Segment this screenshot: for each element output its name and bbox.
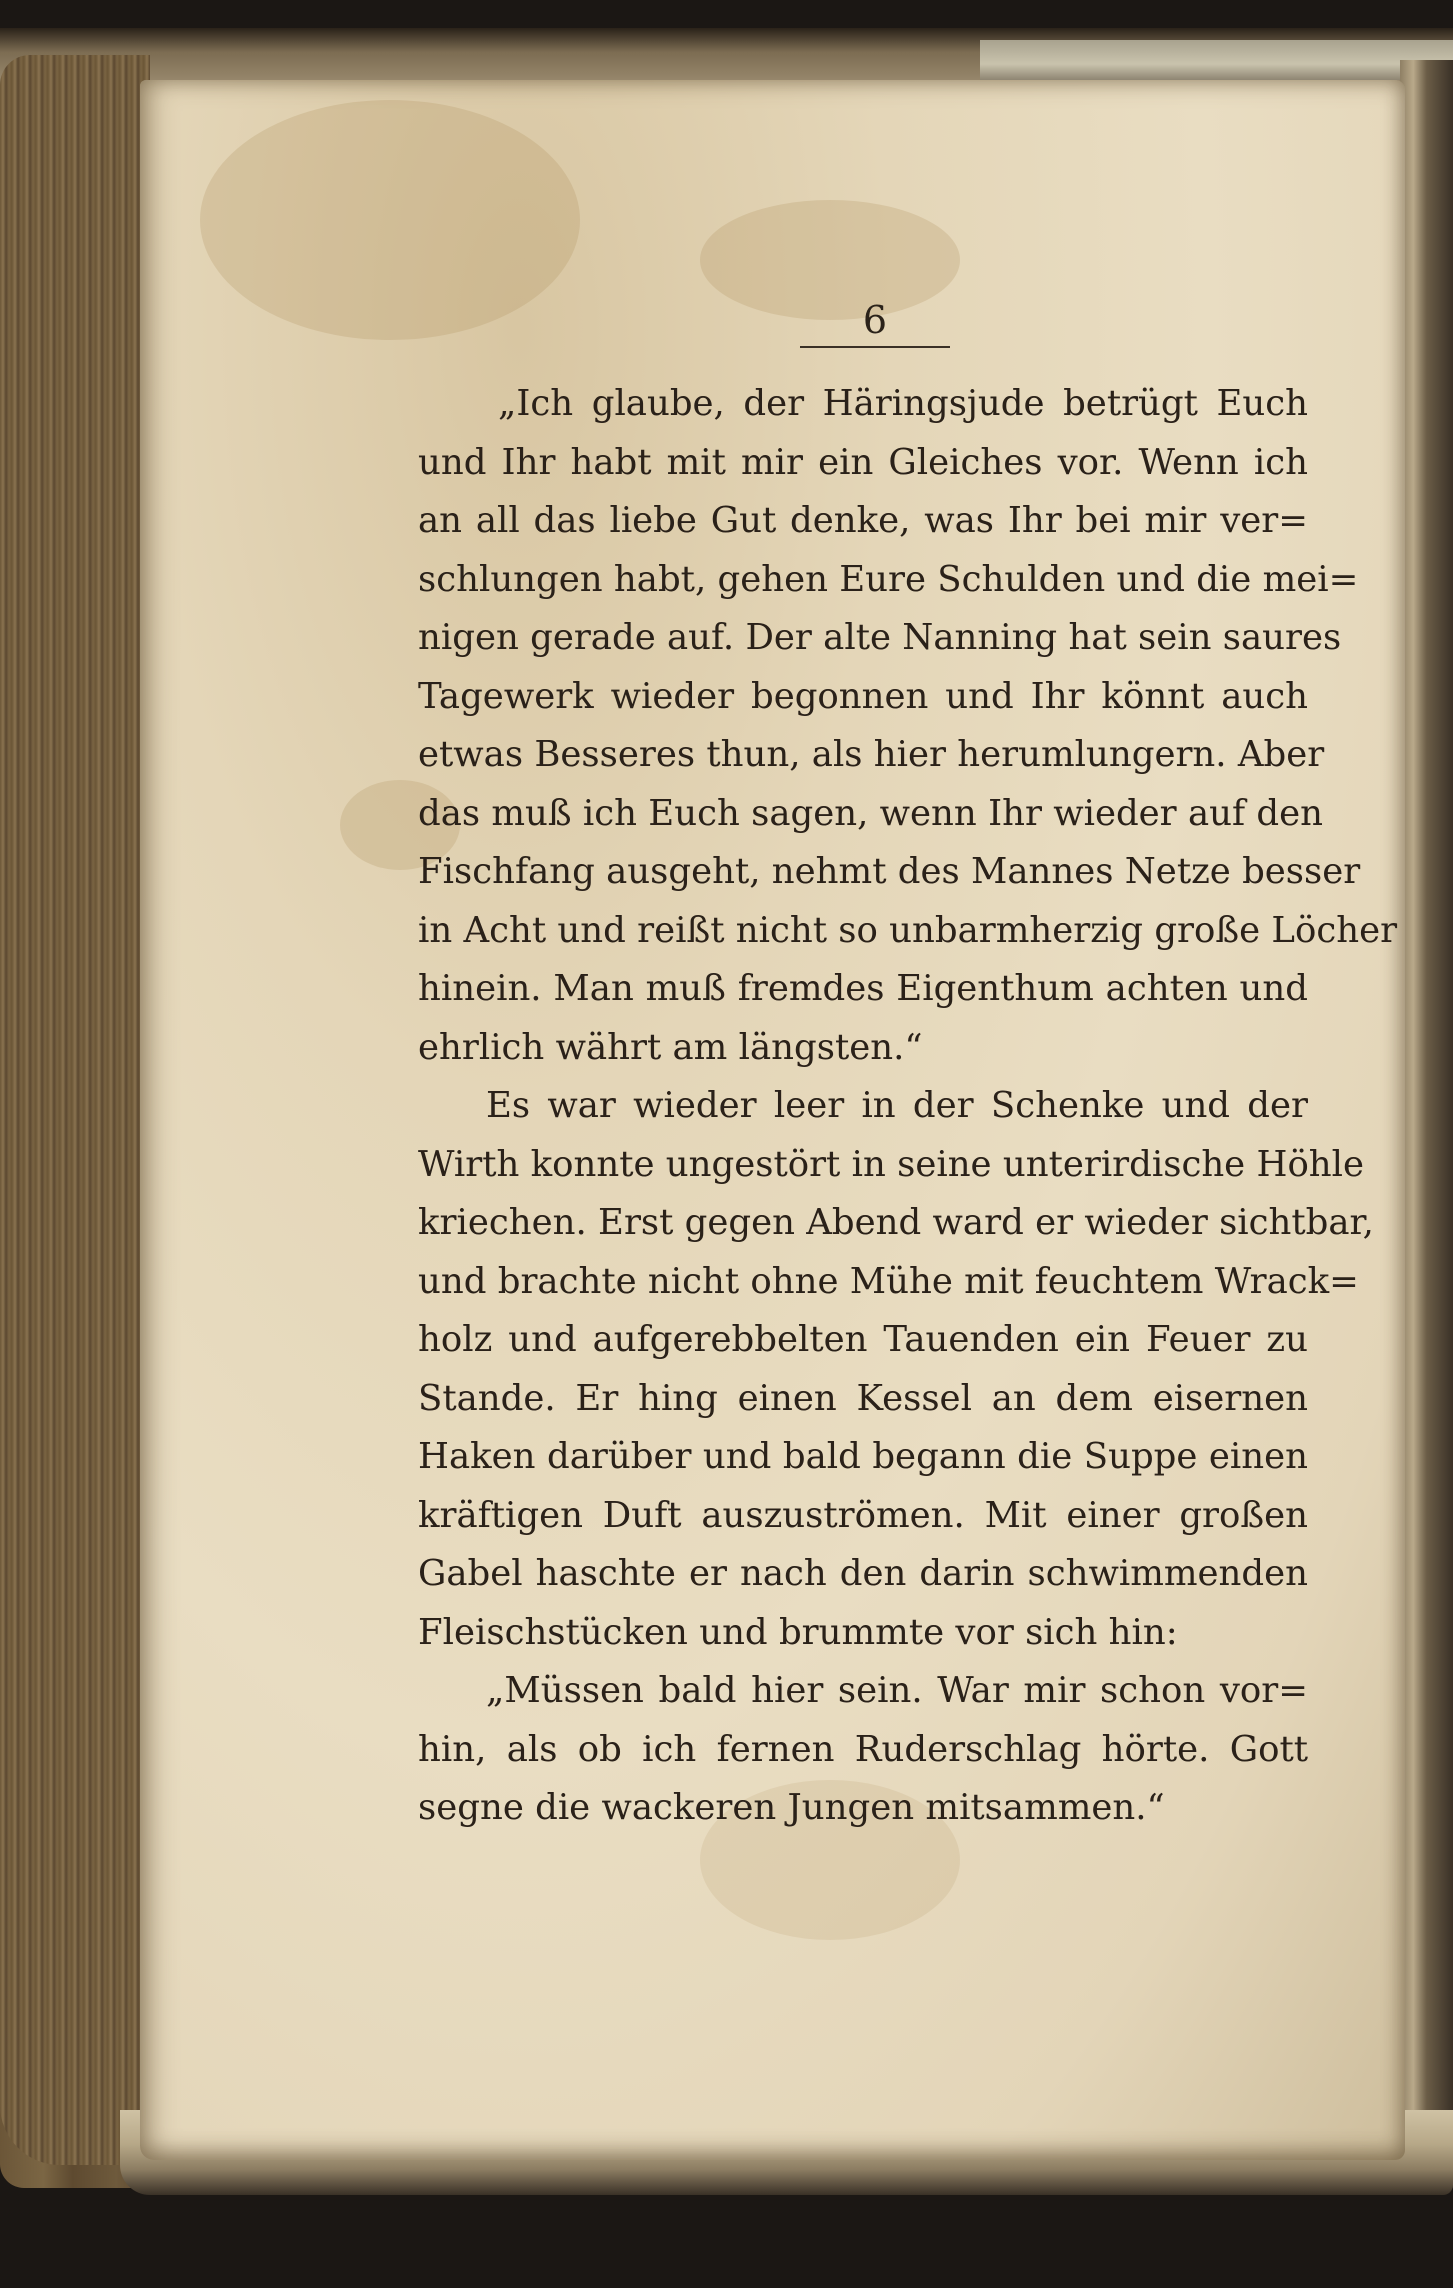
text-line: „Ich glaube, der Häringsjude betrügt Euch (498, 383, 1308, 424)
text-line: Haken darüber und bald begann die Suppe einen (418, 1436, 1308, 1477)
text-line: hin, als ob ich fernen Ruderschlag hörte. Gott (418, 1728, 1308, 1770)
text-line: Wirth konnte ungestört in seine unterirdische Höhle (418, 1143, 1365, 1185)
page-number-rule (800, 346, 950, 348)
right-page-edge (1400, 60, 1453, 2170)
text-line: hinein. Man muß fremdes Eigenthum achten und (418, 968, 1308, 1009)
text-line: kriechen. Erst gegen Abend ward er wieder sichtbar, (418, 1202, 1374, 1243)
text-line: an all das liebe Gut denke, was Ihr bei mir ver= (418, 500, 1308, 541)
text-line: das muß ich Euch sagen, wenn Ihr wieder auf den (418, 792, 1323, 834)
text-line: Tagewerk wieder begonnen und Ihr könnt auch (418, 675, 1308, 717)
page-number: 6 (862, 298, 888, 342)
text-line: und brachte nicht ohne Mühe mit feuchtem Wrack= (418, 1260, 1359, 1302)
text-line: Fleischstücken und brummte vor sich hin: (418, 1611, 1178, 1653)
text-line: Es war wieder leer in der Schenke und der (486, 1085, 1308, 1126)
text-line: etwas Besseres thun, als hier herumlungern. Aber (418, 734, 1325, 775)
text-line: in Acht und reißt nicht so unbarmherzig große Löcher (418, 909, 1398, 951)
text-line: Gabel haschte er nach den darin schwimmenden (418, 1553, 1308, 1594)
text-line: schlungen habt, gehen Eure Schulden und die mei= (418, 558, 1359, 600)
page-text (418, 375, 1398, 1838)
left-page-stack (0, 55, 150, 2165)
text-line: „Müssen bald hier sein. War mir schon vor= (486, 1670, 1308, 1711)
text-line: nigen gerade auf. Der alte Nanning hat sein saures (418, 617, 1342, 658)
top-paper-strip (980, 40, 1453, 80)
text-line: und Ihr habt mit mir ein Gleiches vor. Wenn ich (418, 441, 1308, 483)
text-line: holz und aufgerebbelten Tauenden ein Feuer zu (418, 1319, 1308, 1360)
text-line: Stande. Er hing einen Kessel an dem eisernen (418, 1377, 1308, 1419)
text-line: ehrlich währt am längsten.“ (418, 1026, 923, 1068)
text-line: Fischfang ausgeht, nehmt des Mannes Netze besser (418, 851, 1361, 892)
text-line: kräftigen Duft auszuströmen. Mit einer großen (418, 1494, 1308, 1536)
page-stain (200, 100, 580, 340)
text-line: segne die wackeren Jungen mitsammen.“ (418, 1787, 1165, 1828)
